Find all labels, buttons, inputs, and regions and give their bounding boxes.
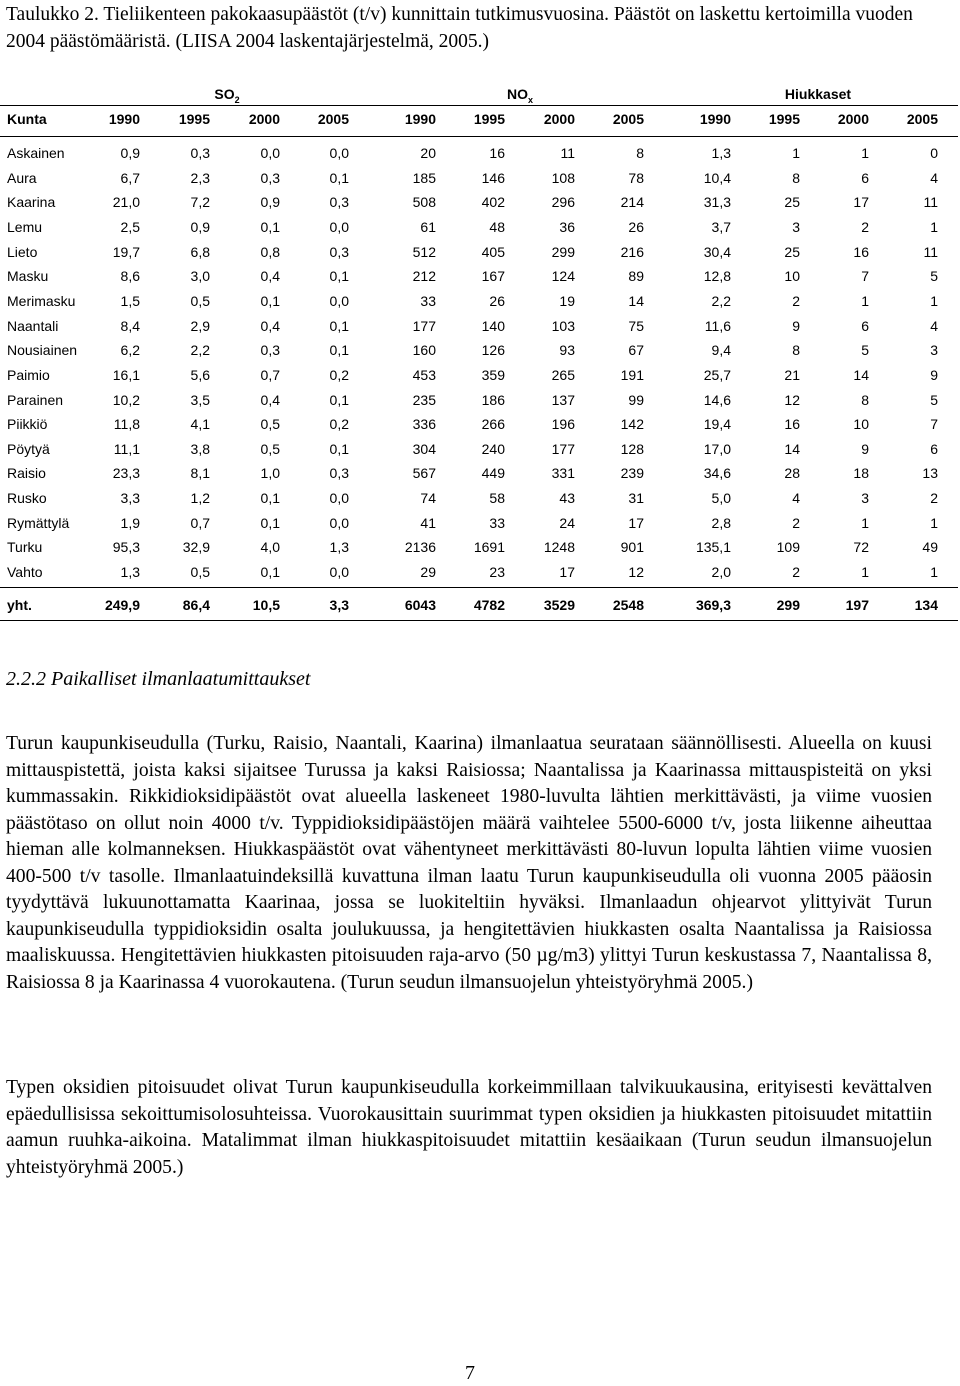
table-cell: 2,0 [711, 564, 731, 580]
table-cell: 0,4 [260, 268, 280, 284]
table-cell: 1248 [543, 539, 575, 555]
row-label: Nousiainen [7, 342, 78, 358]
total-cell: 134 [914, 597, 938, 613]
table-cell: 33 [489, 515, 505, 531]
table-cell: 43 [559, 490, 575, 506]
table-cell: 3,7 [711, 219, 731, 235]
table-cell: 17 [559, 564, 575, 580]
table-cell: 0,1 [260, 219, 280, 235]
table-cell: 28 [784, 465, 800, 481]
table-cell: 9 [861, 441, 869, 457]
total-cell: 197 [845, 597, 869, 613]
table-cell: 216 [620, 244, 644, 260]
table-cell: 1,3 [120, 564, 140, 580]
table-cell: 8,4 [120, 318, 140, 334]
column-header: 2000 [248, 111, 280, 127]
table-cell: 1,3 [329, 539, 349, 555]
table-cell: 72 [853, 539, 869, 555]
table-cell: 0,5 [190, 564, 210, 580]
table-cell: 11 [923, 244, 938, 260]
table-cell: 26 [628, 219, 644, 235]
table-cell: 140 [481, 318, 505, 334]
table-cell: 2136 [404, 539, 436, 555]
table-cell: 2,5 [120, 219, 140, 235]
table-cell: 5,6 [190, 367, 210, 383]
table-cell: 0,3 [329, 194, 349, 210]
table-cell: 5 [861, 342, 869, 358]
table-cell: 0,3 [329, 244, 349, 260]
table-cell: 14 [784, 441, 800, 457]
table-cell: 5,0 [711, 490, 731, 506]
table-cell: 0,5 [260, 441, 280, 457]
table-rule [0, 136, 958, 137]
table-cell: 12 [784, 392, 800, 408]
table-cell: 196 [551, 416, 575, 432]
table-cell: 2,2 [190, 342, 210, 358]
table-cell: 61 [420, 219, 436, 235]
table-cell: 146 [481, 170, 505, 186]
table-cell: 1691 [473, 539, 505, 555]
page-number: 7 [465, 1362, 475, 1384]
table-cell: 567 [412, 465, 436, 481]
column-header: 2005 [906, 111, 938, 127]
table-cell: 135,1 [695, 539, 731, 555]
table-cell: 1 [792, 145, 800, 161]
row-label: Merimasku [7, 293, 76, 309]
table-cell: 25 [784, 244, 800, 260]
table-cell: 0,3 [260, 170, 280, 186]
table-cell: 33 [420, 293, 436, 309]
table-cell: 21,0 [112, 194, 140, 210]
table-cell: 239 [620, 465, 644, 481]
table-cell: 41 [420, 515, 436, 531]
table-cell: 11,6 [704, 318, 731, 334]
table-cell: 10,2 [112, 392, 140, 408]
total-label: yht. [7, 597, 32, 613]
table-cell: 17 [628, 515, 644, 531]
total-cell: 3,3 [329, 597, 349, 613]
table-cell: 89 [628, 268, 644, 284]
table-cell: 10,4 [703, 170, 731, 186]
table-cell: 48 [489, 219, 505, 235]
table-cell: 4 [792, 490, 800, 506]
table-cell: 0,8 [260, 244, 280, 260]
table-cell: 30,4 [703, 244, 731, 260]
table-cell: 0,1 [329, 318, 349, 334]
table-cell: 214 [620, 194, 644, 210]
table-cell: 23 [489, 564, 505, 580]
table-cell: 2 [792, 564, 800, 580]
table-cell: 304 [412, 441, 436, 457]
table-cell: 10 [853, 416, 869, 432]
table-cell: 49 [922, 539, 938, 555]
table-cell: 11,1 [113, 441, 140, 457]
table-cell: 4 [930, 170, 938, 186]
table-cell: 512 [412, 244, 436, 260]
table-cell: 0,4 [260, 318, 280, 334]
table-cell: 1 [930, 515, 938, 531]
table-cell: 0,1 [260, 490, 280, 506]
table-cell: 1,3 [711, 145, 731, 161]
row-label: Masku [7, 268, 49, 284]
table-cell: 0,1 [260, 293, 280, 309]
row-label: Raisio [7, 465, 46, 481]
table-cell: 449 [481, 465, 505, 481]
table-cell: 24 [559, 515, 575, 531]
table-cell: 185 [412, 170, 436, 186]
table-cell: 12 [628, 564, 644, 580]
table-cell: 0,0 [329, 219, 349, 235]
row-label: Askainen [7, 145, 65, 161]
table-cell: 0,3 [260, 342, 280, 358]
table-cell: 75 [628, 318, 644, 334]
body-paragraph-2: Typen oksidien pitoisuudet olivat Turun kaupunkiseudulla korkeimmillaan talvikuukausina, erityisesti kevättalven epäedullisissa sekoittumisolosuhteissa. Vuorokausittain suurimmat typen oksidien ja hiukkasten pitoisuudet mitattiin aamun ruuhka-aikoina. Matalimmat ilman hiukkaspitoisuudet mitattiin kesäaikaan (Turun seudun ilmansuojelun yhteistyöryhmä 2005.) [6, 1077, 932, 1178]
table-cell: 7,2 [190, 194, 210, 210]
table-cell: 36 [559, 219, 575, 235]
table-cell: 32,9 [182, 539, 210, 555]
row-label: Aura [7, 170, 37, 186]
table-cell: 8,1 [190, 465, 210, 481]
column-header: 1990 [108, 111, 140, 127]
table-cell: 1,9 [120, 515, 140, 531]
table-cell: 10 [784, 268, 800, 284]
table-cell: 19,7 [112, 244, 140, 260]
table-cell: 1,0 [260, 465, 280, 481]
table-cell: 3 [792, 219, 800, 235]
column-header: 1990 [699, 111, 731, 127]
row-label: Pöytyä [7, 441, 50, 457]
group-header: $SO_2$ [214, 86, 240, 105]
table-cell: 191 [620, 367, 644, 383]
table-cell: 2 [792, 515, 800, 531]
table-cell: 14,6 [703, 392, 731, 408]
table-cell: 0,1 [329, 342, 349, 358]
table-cell: 126 [481, 342, 505, 358]
column-header: 2005 [612, 111, 644, 127]
table-cell: 299 [551, 244, 575, 260]
row-label: Naantali [7, 318, 59, 334]
table-cell: 336 [412, 416, 436, 432]
column-header: 1995 [768, 111, 800, 127]
table-cell: 0,0 [329, 293, 349, 309]
table-cell: 0,5 [190, 293, 210, 309]
total-cell: 249,9 [104, 597, 140, 613]
total-cell: 4782 [473, 597, 505, 613]
table-cell: 0,9 [260, 194, 280, 210]
table-cell: 1,5 [120, 293, 140, 309]
table-rule [0, 587, 958, 588]
total-cell: 2548 [612, 597, 644, 613]
column-header: 1995 [473, 111, 505, 127]
table-cell: 58 [489, 490, 505, 506]
table-cell: 240 [481, 441, 505, 457]
table-cell: 0,9 [190, 219, 210, 235]
table-cell: 9 [792, 318, 800, 334]
table-cell: 4 [930, 318, 938, 334]
table-cell: 2,9 [190, 318, 210, 334]
table-cell: 3,0 [190, 268, 210, 284]
table-cell: 0,0 [329, 145, 349, 161]
table-cell: 74 [420, 490, 436, 506]
table-cell: 453 [412, 367, 436, 383]
table-cell: 93 [559, 342, 575, 358]
table-cell: 19,4 [703, 416, 731, 432]
table-cell: 0,2 [329, 367, 349, 383]
table-cell: 67 [628, 342, 644, 358]
table-cell: 0,0 [329, 515, 349, 531]
table-cell: 177 [412, 318, 436, 334]
table-cell: 6 [861, 170, 869, 186]
total-cell: 299 [776, 597, 800, 613]
table-cell: 16 [853, 244, 869, 260]
column-header: 2000 [837, 111, 869, 127]
table-cell: 0,7 [260, 367, 280, 383]
row-label: Rymättylä [7, 515, 70, 531]
table-cell: 177 [551, 441, 575, 457]
table-cell: 266 [481, 416, 505, 432]
table-cell: 0,4 [260, 392, 280, 408]
table-cell: 405 [481, 244, 505, 260]
table-cell: 21 [784, 367, 800, 383]
table-cell: 11 [923, 194, 938, 210]
table-cell: 0,1 [329, 268, 349, 284]
total-cell: 10,5 [252, 597, 280, 613]
table-cell: 3,8 [190, 441, 210, 457]
table-cell: 137 [551, 392, 575, 408]
table-cell: 16,1 [112, 367, 140, 383]
column-header: 2000 [543, 111, 575, 127]
table-cell: 6,7 [120, 170, 140, 186]
table-cell: 78 [628, 170, 644, 186]
row-label: Vahto [7, 564, 43, 580]
table-cell: 0,0 [329, 490, 349, 506]
row-label: Piikkiö [7, 416, 48, 432]
table-cell: 0,1 [260, 515, 280, 531]
table-cell: 0,0 [260, 145, 280, 161]
table-cell: 1 [861, 145, 869, 161]
table-cell: 0,3 [329, 465, 349, 481]
table-cell: 13 [922, 465, 938, 481]
total-cell: 6043 [404, 597, 436, 613]
table-cell: 5 [930, 268, 938, 284]
row-label: Kaarina [7, 194, 56, 210]
table-cell: 17,0 [703, 441, 731, 457]
total-cell: 369,3 [695, 597, 731, 613]
table-cell: 265 [551, 367, 575, 383]
table-cell: 167 [481, 268, 505, 284]
table-rule [0, 105, 958, 106]
table-cell: 212 [412, 268, 436, 284]
group-header: Hiukkaset [784, 86, 852, 102]
table-cell: 0,0 [329, 564, 349, 580]
table-cell: 8 [636, 145, 644, 161]
table-cell: 1 [930, 219, 938, 235]
table-rule [0, 620, 958, 621]
table-cell: 18 [853, 465, 869, 481]
table-cell: 19 [559, 293, 575, 309]
table-cell: 5 [930, 392, 938, 408]
table-cell: 11,8 [113, 416, 140, 432]
table-cell: 109 [776, 539, 800, 555]
column-header: 1995 [178, 111, 210, 127]
table-cell: 17 [853, 194, 869, 210]
table-cell: 901 [620, 539, 644, 555]
row-label: Lemu [7, 219, 43, 235]
table-cell: 23,3 [112, 465, 140, 481]
table-cell: 16 [784, 416, 800, 432]
table-cell: 160 [412, 342, 436, 358]
table-cell: 0,1 [260, 564, 280, 580]
table-cell: 1 [930, 564, 938, 580]
row-label: Rusko [7, 490, 47, 506]
table-cell: 14 [853, 367, 869, 383]
table-cell: 7 [861, 268, 869, 284]
total-cell: 3529 [543, 597, 575, 613]
group-header: $NO_x$ [506, 86, 533, 105]
table-caption: Taulukko 2. Tieliikenteen pakokaasupäästöt (t/v) kunnittain tutkimusvuosina. Päästöt on laskettu kertoimilla vuoden 2004 päästömääristä. (LIISA 2004 laskentajärjestelmä, 2005.) [6, 4, 913, 52]
table-cell: 8,6 [120, 268, 140, 284]
table-cell: 1 [930, 293, 938, 309]
table-cell: 14 [628, 293, 644, 309]
table-cell: 103 [551, 318, 575, 334]
table-cell: 235 [412, 392, 436, 408]
table-cell: 6,8 [190, 244, 210, 260]
column-header: Kunta [7, 111, 47, 127]
table-cell: 4,0 [260, 539, 280, 555]
table-cell: 8 [792, 170, 800, 186]
table-cell: 3,5 [190, 392, 210, 408]
table-cell: 2,2 [711, 293, 731, 309]
table-cell: 0,5 [260, 416, 280, 432]
table-cell: 296 [551, 194, 575, 210]
table-cell: 0,1 [329, 441, 349, 457]
table-cell: 16 [489, 145, 505, 161]
table-cell: 11 [560, 145, 575, 161]
row-label: Lieto [7, 244, 38, 260]
table-cell: 9,4 [711, 342, 731, 358]
table-cell: 1 [861, 564, 869, 580]
table-cell: 0,1 [329, 392, 349, 408]
table-cell: 331 [551, 465, 575, 481]
column-header: 2005 [317, 111, 349, 127]
table-cell: 2 [930, 490, 938, 506]
table-cell: 3 [861, 490, 869, 506]
table-cell: 8 [792, 342, 800, 358]
table-cell: 1 [861, 515, 869, 531]
table-cell: 402 [481, 194, 505, 210]
table-cell: 186 [481, 392, 505, 408]
table-cell: 508 [412, 194, 436, 210]
body-paragraph-1: Turun kaupunkiseudulla (Turku, Raisio, Naantali, Kaarina) ilmanlaatua seurataan säännöllisesti. Alueella on kuusi mittauspistettä, joista kaksi sijaitsee Turussa ja kaksi Raisiossa; Naantalissa ja Kaarinassa mittauspisteitä on yksi kummassakin. Rikkidioksidipäästöt ovat alueella laskeneet 1980-luvulta lähtien merkittävästi, ja viime vuosien päästötaso on ollut noin 4000 t/v. Typpidioksidipäästöjen määrä vaihtelee 5500-6000 t/v, josta liikenne aiheuttaa hieman alle kolmanneksen. Hiukkaspäästöt ovat vähentyneet merkittävästi 80-luvun lopulta lähtien viime vuosien 400-500 t/v tasolle. Ilmanlaatuindeksillä kuvattuna ilman laatu Turun kaupunkiseudulla oli vuonna 2005 pääosin tyydyttävä lukuunottamatta Kaarinaa, jossa se luokiteltiin hyväksi. Ilmanlaadun ohjearvot ylittyivät Turun kaupunkiseudulla typpidioksidin osalta joulukuussa, ja hengitettävien hiukkasten osalta Naantalissa ja Raisiossa maaliskuussa. Hengitettävien hiukkasten pitoisuuden raja-arvo (50 µg/m3) ylittyi Turun keskustassa 7, Naantalissa 8, Raisiossa 8 ja Kaarinassa 4 vuorokautena. (Turun seudun ilmansuojelun yhteistyöryhmä 2005.) [6, 733, 932, 993]
table-cell: 3 [930, 342, 938, 358]
table-cell: 12,8 [703, 268, 731, 284]
table-cell: 31,3 [703, 194, 731, 210]
table-cell: 0,2 [329, 416, 349, 432]
table-cell: 6 [861, 318, 869, 334]
table-cell: 359 [481, 367, 505, 383]
table-cell: 31 [628, 490, 644, 506]
table-cell: 2 [792, 293, 800, 309]
table-cell: 25,7 [703, 367, 731, 383]
table-cell: 95,3 [112, 539, 140, 555]
table-cell: 1,2 [190, 490, 210, 506]
table-cell: 2 [861, 219, 869, 235]
table-cell: 108 [551, 170, 575, 186]
table-cell: 6,2 [120, 342, 140, 358]
total-cell: 86,4 [182, 597, 210, 613]
column-header: 1990 [404, 111, 436, 127]
table-cell: 0,9 [120, 145, 140, 161]
table-cell: 3,3 [120, 490, 140, 506]
table-cell: 26 [489, 293, 505, 309]
table-cell: 99 [628, 392, 644, 408]
table-cell: 128 [620, 441, 644, 457]
table-cell: 20 [420, 145, 436, 161]
table-cell: 2,3 [190, 170, 210, 186]
row-label: Turku [7, 539, 43, 555]
table-cell: 4,1 [190, 416, 210, 432]
table-cell: 6 [930, 441, 938, 457]
table-cell: 9 [930, 367, 938, 383]
table-cell: 8 [861, 392, 869, 408]
table-cell: 29 [420, 564, 436, 580]
table-cell: 0 [930, 145, 938, 161]
section-heading: 2.2.2 Paikalliset ilmanlaatumittaukset [6, 668, 311, 690]
row-label: Paimio [7, 367, 50, 383]
table-cell: 1 [861, 293, 869, 309]
table-cell: 0,3 [190, 145, 210, 161]
table-cell: 7 [930, 416, 938, 432]
table-cell: 0,1 [329, 170, 349, 186]
table-cell: 25 [784, 194, 800, 210]
table-cell: 142 [620, 416, 644, 432]
table-cell: 124 [551, 268, 575, 284]
table-cell: 2,8 [711, 515, 731, 531]
table-cell: 0,7 [190, 515, 210, 531]
row-label: Parainen [7, 392, 64, 408]
table-cell: 34,6 [703, 465, 731, 481]
